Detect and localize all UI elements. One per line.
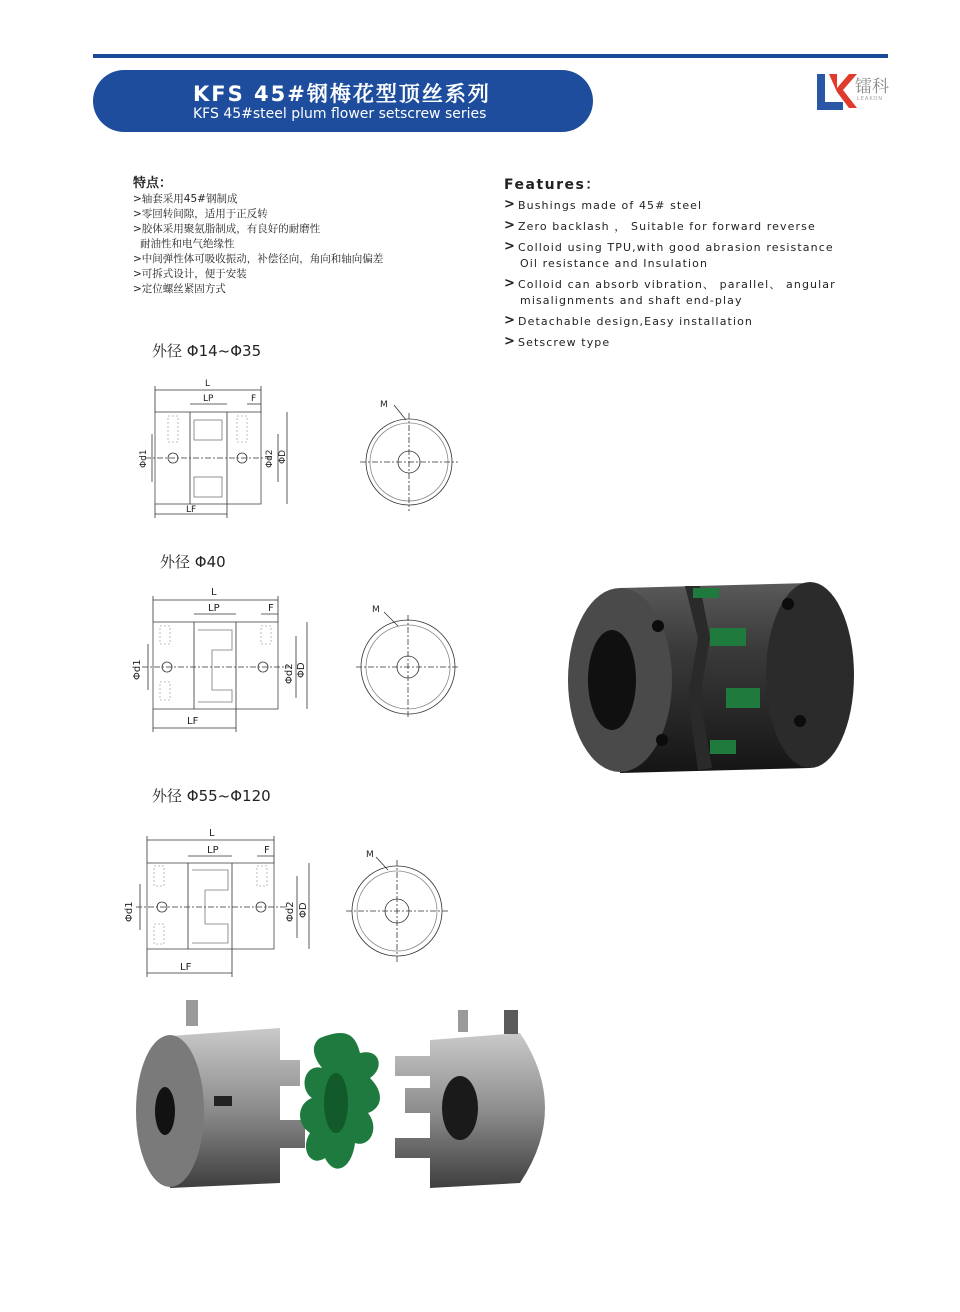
feature-en-item: > Detachable design,Easy installation <box>504 313 754 328</box>
dim-label-D: ΦD <box>296 662 307 678</box>
dim-label-d1: Φd1 <box>139 449 149 468</box>
assembled-coupling-image <box>560 578 860 778</box>
side-view-3 <box>136 836 309 977</box>
end-view-3 <box>346 857 448 962</box>
dim-label-LF: LF <box>180 962 192 973</box>
dim-label-M: M <box>366 850 374 860</box>
dim-label-D: ΦD <box>298 902 309 918</box>
feature-en-item: > Zero backlash ， Suitable for forward reverse <box>504 218 816 233</box>
dim-label-LF: LF <box>187 716 199 727</box>
dim-label-F: F <box>251 394 257 404</box>
dim-label-LP: LP <box>207 845 219 856</box>
features-en-title: Features： <box>504 177 601 193</box>
feature-cn-item: >定位螺丝紧固方式 <box>133 283 226 295</box>
dim-label-D: ΦD <box>278 449 288 464</box>
dim-labels-3 <box>124 828 309 973</box>
feature-en-item: > Colloid can absorb vibration、 parallel、 angular misalignments and shaft end-play <box>504 276 836 307</box>
title-cn: KFS 45#钢梅花型顶丝系列 <box>193 82 491 106</box>
section-label-14-35: 外径 Φ14~Φ35 <box>152 342 262 360</box>
dim-label-LF: LF <box>186 505 197 515</box>
dim-label-d1: Φd1 <box>132 659 143 680</box>
feature-en-item: > Bushings made of 45# steel <box>504 197 703 212</box>
feature-cn-item: >可拆式设计，便于安装 <box>133 268 247 280</box>
feature-en-item: > Colloid using TPU,with good abrasion resistance Oil resistance and Insulation <box>504 239 834 270</box>
dim-label-L: L <box>211 587 217 598</box>
section-label-55-120: 外径 Φ55~Φ120 <box>152 787 271 805</box>
feature-cn-item: >胶体采用聚氨脂制成，有良好的耐磨性 <box>133 223 321 235</box>
feature-en-item: > Setscrew type <box>504 334 611 349</box>
end-view-2 <box>356 612 460 719</box>
feature-cn-item: >零回转间隙，适用于正反转 <box>133 208 268 220</box>
dim-labels-2 <box>132 587 307 727</box>
exploded-coupling-image <box>130 998 560 1198</box>
dim-label-LP: LP <box>208 603 220 614</box>
dim-label-L: L <box>205 379 211 389</box>
dim-label-LP: LP <box>203 394 214 404</box>
dim-labels-1 <box>139 379 288 515</box>
dim-label-L: L <box>209 828 215 839</box>
dim-label-F: F <box>264 845 270 856</box>
dim-label-d2: Φd2 <box>265 449 275 468</box>
dim-label-M: M <box>380 400 388 410</box>
dim-label-d1: Φd1 <box>124 901 135 922</box>
end-view-1 <box>360 405 458 511</box>
feature-cn-item: >轴套采用45#钢制成 <box>133 193 238 205</box>
side-view-2 <box>142 596 307 732</box>
feature-cn-item: 耐油性和电气绝缘性 <box>140 238 235 250</box>
brand-name-en: LEAKON <box>857 96 884 102</box>
dim-label-d2: Φd2 <box>285 901 296 922</box>
title-en: KFS 45#steel plum flower setscrew series <box>193 106 487 122</box>
feature-cn-item: >中间弹性体可吸收振动，补偿径向，角向和轴向偏差 <box>133 253 384 265</box>
dim-label-F: F <box>268 603 274 614</box>
dim-label-d2: Φd2 <box>284 663 295 684</box>
features-cn-title: 特点： <box>133 176 173 191</box>
section-label-40: 外径 Φ40 <box>160 553 226 571</box>
brand-name-cn: 镭科 <box>855 77 889 97</box>
dim-label-M: M <box>372 605 380 615</box>
